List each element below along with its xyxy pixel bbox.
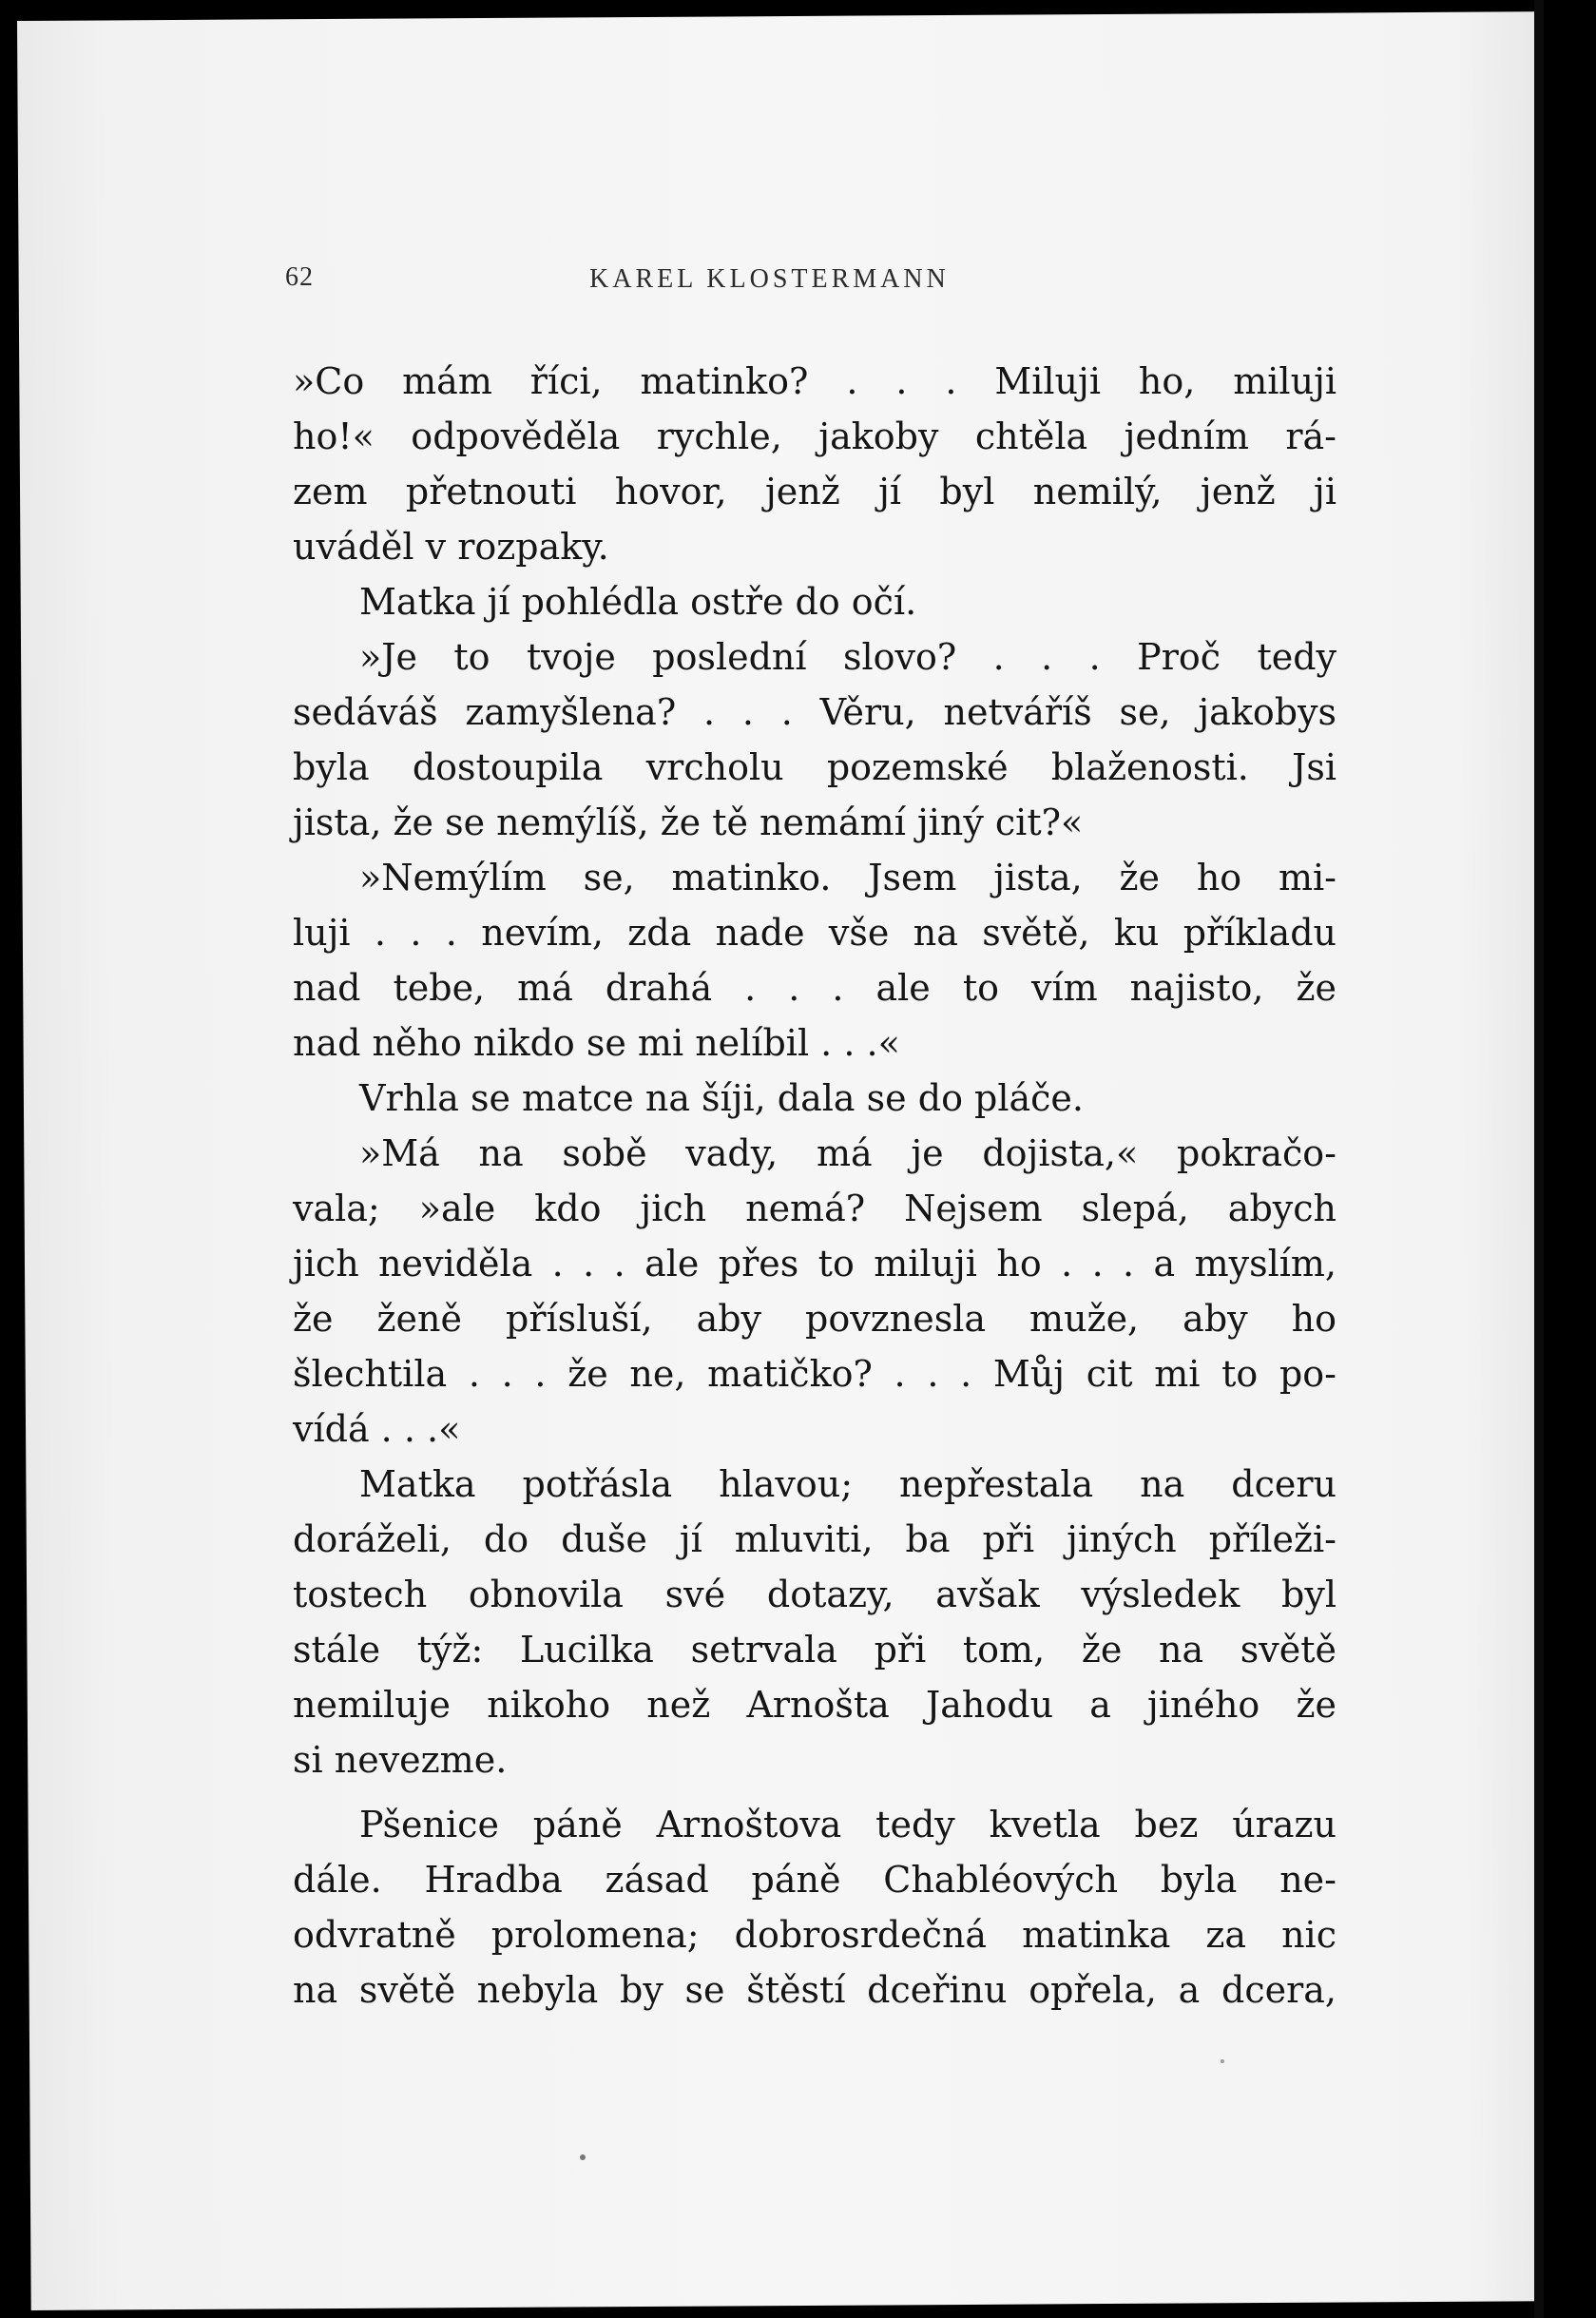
text-line: Matka jí pohlédla ostře do očí. (359, 581, 917, 623)
text-line: zem přetnouti hovor, jenž jí byl nemilý, jenž ji (293, 471, 1336, 512)
text-line: vala; »ale kdo jich nemá? Nejsem slepá, abych (293, 1188, 1336, 1229)
text-line: jista, že se nemýlíš, že tě nemámí jiný cit?« (293, 802, 1084, 843)
paper-speck (1221, 2059, 1224, 2063)
text-line: dále. Hradba zásad páně Chabléových byla ne- (293, 1859, 1336, 1901)
text-line: tostech obnovila své dotazy, avšak výsledek byl (293, 1574, 1336, 1615)
body-text (293, 354, 1336, 2018)
text-line: jich neviděla . . . ale přes to miluji ho . . . a myslím, (293, 1243, 1336, 1285)
text-line: »Co mám říci, matinko? . . . Miluji ho, miluji (293, 360, 1336, 402)
text-line: na světě nebyla by se štěstí dceřinu opřela, a dcera, (293, 1969, 1336, 2011)
text-line: luji . . . nevím, zda nade vše na světě, ku příkladu (293, 912, 1336, 954)
page-edge-shadow (1534, 0, 1544, 2318)
text-line: Pšenice páně Arnoštova tedy kvetla bez úrazu (359, 1804, 1336, 1845)
text-line: uváděl v rozpaky. (293, 526, 609, 568)
text-line: stále týž: Lucilka setrvala při tom, že na světě (293, 1629, 1336, 1671)
text-line: nad něho nikdo se mi nelíbil . . .« (293, 1022, 900, 1064)
text-line: ho!« odpověděla rychle, jakoby chtěla jedním rá- (293, 415, 1336, 457)
text-line: nemiluje nikoho než Arnošta Jahodu a jiného že (293, 1684, 1336, 1726)
text-line: sedáváš zamyšlena? . . . Věru, netváříš se, jakobys (293, 691, 1336, 733)
text-line: šlechtila . . . že ne, matičko? . . . Můj cit mi to po- (293, 1353, 1336, 1395)
text-line: nad tebe, má drahá . . . ale to vím najisto, že (293, 967, 1336, 1009)
running-head: KAREL KLOSTERMANN (589, 264, 950, 294)
page-number: 62 (285, 262, 314, 292)
text-line: »Nemýlím se, matinko. Jsem jista, že ho mi- (359, 857, 1336, 898)
page-header (285, 262, 1350, 300)
text-line: vídá . . .« (293, 1408, 461, 1450)
text-line: odvratně prolomena; dobrosrdečná matinka za nic (293, 1914, 1336, 1956)
text-line: že ženě přísluší, aby povznesla muže, aby ho (293, 1298, 1336, 1340)
text-line: Vrhla se matce na šíji, dala se do pláče. (359, 1077, 1085, 1119)
text-line: Matka potřásla hlavou; nepřestala na dceru (359, 1463, 1336, 1505)
scanner-border (1544, 0, 1596, 2318)
text-line: si nevezme. (293, 1739, 508, 1781)
paper-speck (580, 2154, 586, 2160)
text-line: »Má na sobě vady, má je dojista,« pokračo- (359, 1132, 1336, 1174)
text-line: byla dostoupila vrcholu pozemské blaženosti. Jsi (293, 746, 1336, 788)
text-line: doráželi, do duše jí mluviti, ba při jiných příleži- (293, 1518, 1336, 1560)
text-line: »Je to tvoje poslední slovo? . . . Proč tedy (359, 636, 1336, 678)
